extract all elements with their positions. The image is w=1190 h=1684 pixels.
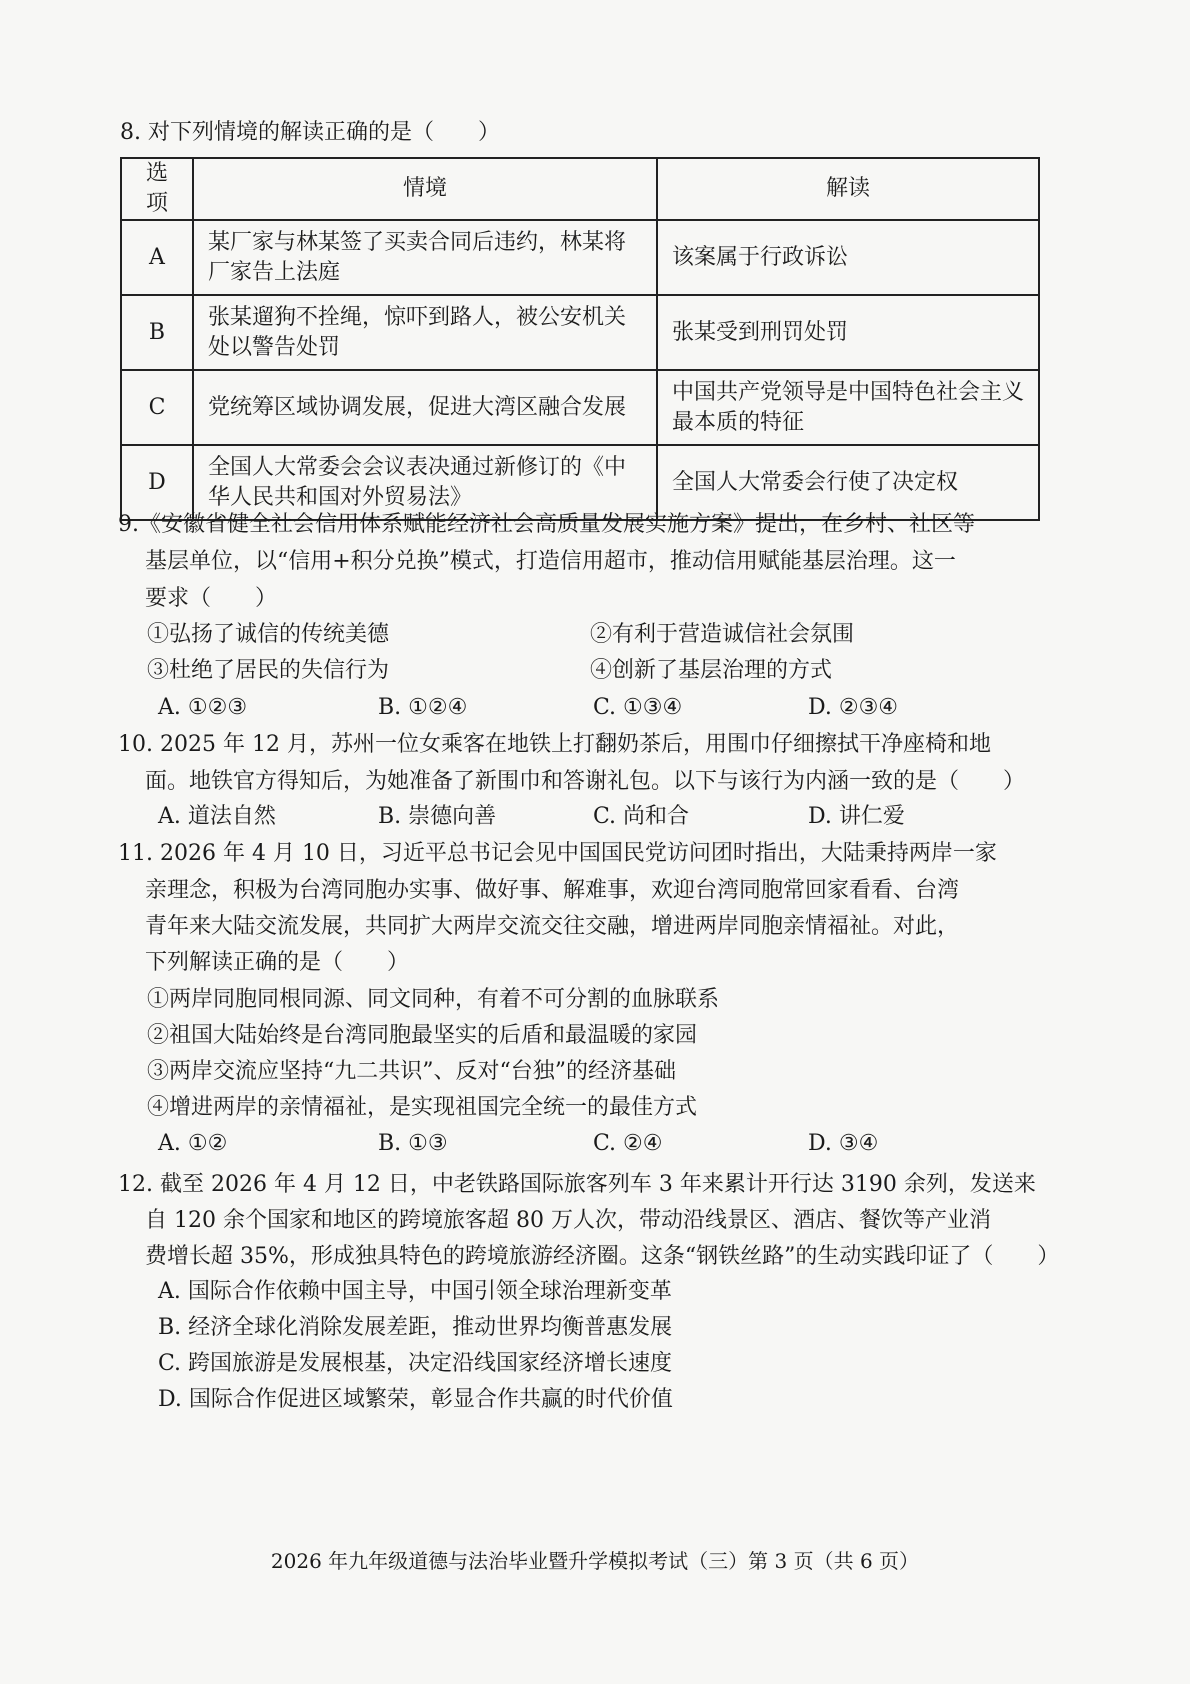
q11-line: 亲理念，积极为台湾同胞办实事、做好事、解难事，欢迎台湾同胞常回家看看、台湾 (145, 878, 960, 903)
row-interpretation: 中国共产党领导是中国特色社会主义最本质的特征 (657, 370, 1039, 445)
q10-choice-a: A. 道法自然 (158, 804, 276, 829)
q11-line: 下列解读正确的是（ ） (145, 950, 410, 975)
q10-choice-c: C. 尚和合 (593, 804, 690, 829)
row-situation: 党统筹区域协调发展，促进大湾区融合发展 (193, 370, 657, 445)
q12-line: 12. 截至 2026 年 4 月 12 日，中老铁路国际旅客列车 3 年来累计开行达 3190 余列，发送来 (118, 1172, 1036, 1197)
q9-choice-a: A. ①②③ (158, 695, 248, 720)
q9-line: 基层单位，以“信用+积分兑换”模式，打造信用超市，推动信用赋能基层治理。这一 (145, 549, 956, 574)
q8-header-row (121, 158, 1039, 220)
q10-line: 10. 2025 年 12 月，苏州一位女乘客在地铁上打翻奶茶后，用围巾仔细擦拭干净座椅和地 (118, 732, 991, 757)
q10-line: 面。地铁官方得知后，为她准备了新围巾和答谢礼包。以下与该行为内涵一致的是（ ） (145, 769, 1026, 794)
table-row (121, 445, 1039, 520)
header-situation: 情境 (193, 158, 657, 220)
q11-line: 11. 2026 年 4 月 10 日，习近平总书记会见中国国民党访问团时指出，大陆秉持两岸一家 (118, 841, 997, 866)
row-situation: 张某遛狗不拴绳，惊吓到路人，被公安机关处以警告处罚 (193, 295, 657, 370)
row-option: A (121, 220, 193, 295)
row-option: B (121, 295, 193, 370)
q9-statement: ①弘扬了诚信的传统美德 (147, 622, 390, 647)
q9-line: 要求（ ） (145, 586, 278, 611)
q11-statement: ④增进两岸的亲情福祉，是实现祖国完全统一的最佳方式 (147, 1095, 698, 1120)
q8-stem: 8. 对下列情境的解读正确的是（ ） (120, 120, 500, 145)
row-option: C (121, 370, 193, 445)
row-situation: 全国人大常委会会议表决通过新修订的《中华人民共和国对外贸易法》 (193, 445, 657, 520)
q9-statement: ③杜绝了居民的失信行为 (147, 658, 390, 683)
q11-choice-d: D. ③④ (808, 1131, 879, 1156)
q11-choice-b: B. ①③ (378, 1131, 448, 1156)
q11-statement: ③两岸交流应坚持“九二共识”、反对“台独”的经济基础 (147, 1059, 676, 1084)
header-interpretation: 解读 (657, 158, 1039, 220)
q12-choice-a: A. 国际合作依赖中国主导，中国引领全球治理新变革 (158, 1279, 672, 1304)
q10-choice-d: D. 讲仁爱 (808, 804, 905, 829)
q9-line: 9.《安徽省健全社会信用体系赋能经济社会高质量发展实施方案》提出，在乡村、社区等 (118, 512, 975, 537)
q11-line: 青年来大陆交流发展，共同扩大两岸交流交往交融，增进两岸同胞亲情福祉。对此， (145, 914, 960, 939)
row-option: D (121, 445, 193, 520)
q11-statement: ①两岸同胞同根同源、同文同种，有着不可分割的血脉联系 (147, 987, 720, 1012)
row-interpretation: 张某受到刑罚处罚 (657, 295, 1039, 370)
table-row (121, 220, 1039, 295)
table-row (121, 370, 1039, 445)
q11-statement: ②祖国大陆始终是台湾同胞最坚实的后盾和最温暖的家园 (147, 1023, 698, 1048)
q11-choice-a: A. ①② (158, 1131, 228, 1156)
q12-choice-b: B. 经济全球化消除发展差距，推动世界均衡普惠发展 (158, 1315, 673, 1340)
q9-statement: ④创新了基层治理的方式 (590, 658, 833, 683)
q12-choice-c: C. 跨国旅游是发展根基，决定沿线国家经济增长速度 (158, 1351, 673, 1376)
q9-statement: ②有利于营造诚信社会氛围 (590, 622, 855, 647)
q9-choice-c: C. ①③④ (593, 695, 683, 720)
table-row (121, 295, 1039, 370)
row-interpretation: 该案属于行政诉讼 (657, 220, 1039, 295)
q8-table (120, 157, 1040, 521)
q11-choice-c: C. ②④ (593, 1131, 663, 1156)
q9-choice-d: D. ②③④ (808, 695, 899, 720)
q12-line: 自 120 余个国家和地区的跨境旅客超 80 万人次，带动沿线景区、酒店、餐饮等产业消 (145, 1208, 991, 1233)
row-situation: 某厂家与林某签了买卖合同后违约，林某将厂家告上法庭 (193, 220, 657, 295)
row-interpretation: 全国人大常委会行使了决定权 (657, 445, 1039, 520)
page-footer: 2026 年九年级道德与法治毕业暨升学模拟考试（三）第 3 页（共 6 页） (270, 1549, 920, 1573)
q12-choice-d: D. 国际合作促进区域繁荣，彰显合作共赢的时代价值 (158, 1387, 673, 1412)
q12-line: 费增长超 35%，形成独具特色的跨境旅游经济圈。这条“钢铁丝路”的生动实践印证了（ ） (145, 1244, 1060, 1269)
q9-choice-b: B. ①②④ (378, 695, 468, 720)
q10-choice-b: B. 崇德向善 (378, 804, 497, 829)
header-option: 选项 (121, 158, 193, 220)
